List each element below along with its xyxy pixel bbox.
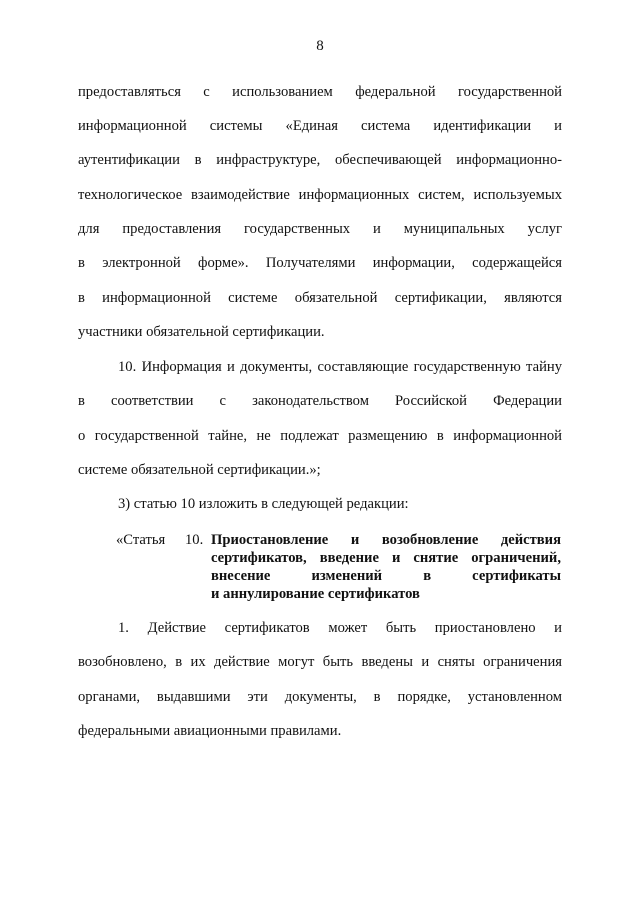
article-title-line: внесение изменений в сертификаты [211, 568, 561, 584]
text-line: о государственной тайне, не подлежат размещению в информационной [78, 428, 562, 444]
text-line: системе обязательной сертификации.»; [78, 462, 321, 478]
text-line: информационной системы «Единая система идентификации и [78, 118, 562, 134]
text-line: в электронной форме». Получателями информации, содержащейся [78, 255, 562, 271]
text-line: федеральными авиационными правилами. [78, 723, 342, 739]
article-number: 10. [185, 532, 204, 548]
paragraph-start: 1. Действие сертификатов может быть приостановлено и [118, 620, 562, 636]
article-title-line: Приостановление и возобновление действия [211, 532, 561, 548]
page-number: 8 [316, 38, 324, 54]
text-line: возобновлено, в их действие могут быть введены и сняты ограничения [78, 654, 562, 670]
paragraph-start: 10. Информация и документы, составляющие государственную тайну [118, 359, 562, 375]
text-line: для предоставления государственных и муниципальных услуг [78, 221, 562, 237]
article-title-line: сертификатов, введение и снятие ограничений, [211, 550, 561, 566]
text-line: предоставляться с использованием федеральной государственной [78, 84, 562, 100]
text-line: в информационной системе обязательной сертификации, являются [78, 290, 562, 306]
article-label: «Статья [116, 532, 166, 548]
text-line: в соответствии с законодательством Российской Федерации [78, 393, 562, 409]
amendment-item: 3) статью 10 изложить в следующей редакции: [118, 496, 409, 512]
article-title-line: и аннулирование сертификатов [211, 586, 420, 602]
text-line: технологическое взаимодействие информационных систем, используемых [78, 187, 562, 203]
text-line: органами, выдавшими эти документы, в порядке, установленном [78, 689, 562, 705]
text-line: аутентификации в инфраструктуре, обеспечивающей информационно- [78, 152, 562, 168]
text-line: участники обязательной сертификации. [78, 324, 325, 340]
